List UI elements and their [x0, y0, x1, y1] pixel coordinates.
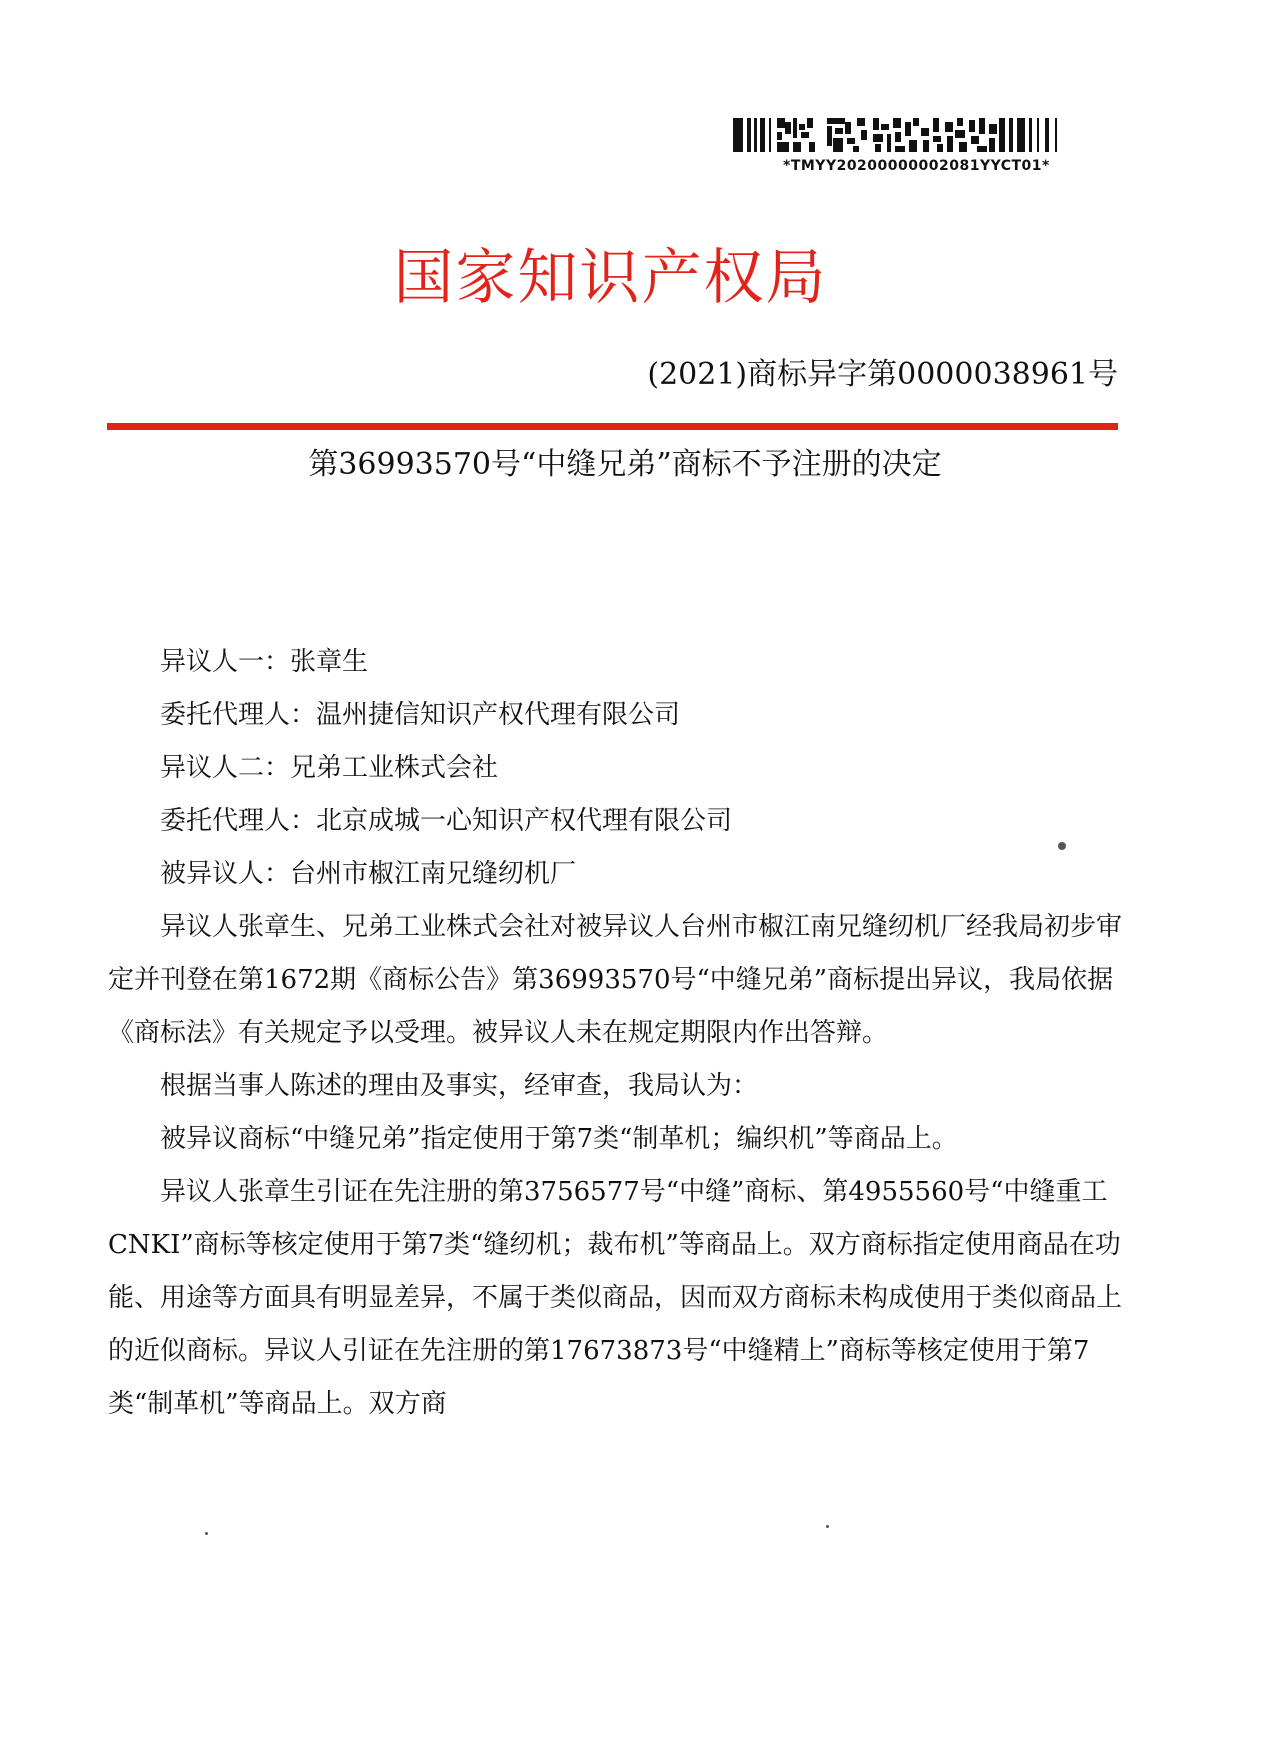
body-paragraph: 异议人张章生引证在先注册的第3756577号“中缝”商标、第4955560号“中缝重工CNKI”商标等核定使用于第7类“缝纫机；裁布机”等商品上。双方商标指定使用商品在功能、用途等方面具有明显差异，不属于类似商品，因而双方商标未构成使用于类似商品上的近似商标。异议人引证在先注册的第17673873号“中缝精上”商标等核定使用于第7类“制革机”等商品上。双方商	[108, 1177, 1123, 1419]
scan-speck	[826, 1525, 829, 1528]
barcode-area	[733, 118, 1083, 180]
body-paragraph: 被异议商标“中缝兄弟”指定使用于第7类“制革机；编织机”等商品上。	[160, 1124, 958, 1154]
barcode-image	[733, 118, 1083, 156]
document-body	[108, 636, 1123, 1431]
party-line: 异议人一：张章生	[160, 647, 369, 677]
document-number: (2021)商标异字第0000038961号	[647, 357, 1118, 392]
party-line: 被异议人：台州市椒江南兄缝纫机厂	[160, 859, 577, 889]
body-paragraph: 根据当事人陈述的理由及事实，经审查，我局认为：	[160, 1071, 759, 1101]
body-paragraph: 异议人张章生、兄弟工业株式会社对被异议人台州市椒江南兄缝纫机厂经我局初步审定并刊登在第1672期《商标公告》第36993570号“中缝兄弟”商标提出异议，我局依据《商标法》有关规定予以受理。被异议人未在规定期限内作出答辩。	[108, 912, 1123, 1048]
scan-speck	[1058, 842, 1066, 850]
red-divider-line	[107, 423, 1118, 430]
issuing-agency: 国家知识产权局	[393, 243, 828, 313]
party-line: 异议人二：兄弟工业株式会社	[160, 753, 499, 783]
party-line: 委托代理人：北京成城一心知识产权代理有限公司	[160, 806, 733, 836]
barcode-number: *TMYY20200000002081YYCT01*	[783, 158, 1050, 174]
decision-title: 第36993570号“中缝兄弟”商标不予注册的决定	[308, 447, 942, 482]
scan-speck	[205, 1532, 208, 1535]
party-line: 委托代理人：温州捷信知识产权代理有限公司	[160, 700, 681, 730]
